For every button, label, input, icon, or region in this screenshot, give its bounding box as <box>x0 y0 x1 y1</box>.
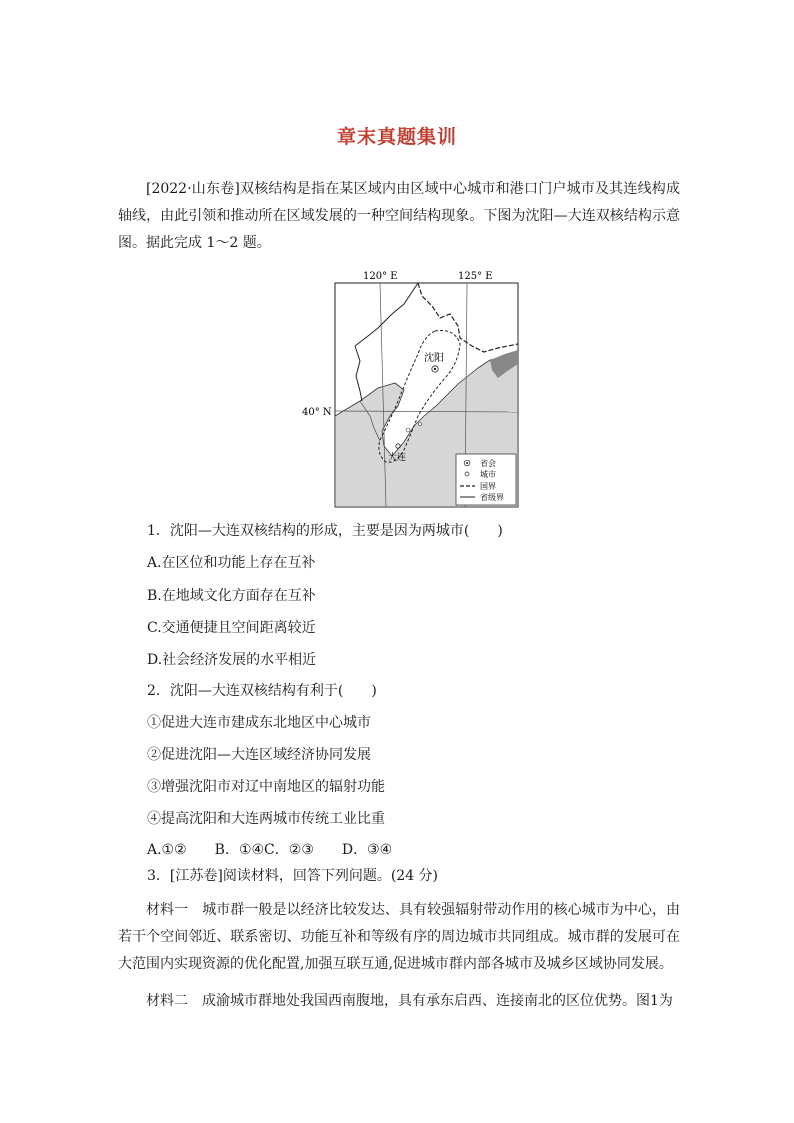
question-2-item-2: ②促进沈阳—大连区域经济协同发展 <box>147 747 371 763</box>
island <box>406 428 410 432</box>
legend-city-label: 城市 <box>480 470 496 479</box>
shenyang-symbol-dot <box>434 368 436 370</box>
lon-label-120: 120° E <box>363 271 398 282</box>
question-2-stem: 2．沈阳—大连双核结构有利于( ) <box>147 683 377 699</box>
lon-label-125: 125° E <box>458 271 493 282</box>
island <box>419 423 422 426</box>
question-1-option-c: C.交通便捷且空间距离较近 <box>147 620 316 636</box>
legend-capital-icon-dot <box>466 462 468 464</box>
legend-national-border-label: 国界 <box>480 482 496 491</box>
lat-label-40: 40° N <box>302 407 332 418</box>
shenyang-dalian-map <box>300 266 525 511</box>
question-3-stem: 3．[江苏卷]阅读材料，回答下列问题。(24 分) <box>147 868 439 884</box>
legend-capital-label: 省会 <box>480 459 496 468</box>
material-1: 材料一 城市群一般是以经济比较发达、具有较强辐射带动作用的核心城市为中心，由若干个空间邻近、联系密切、功能互补和等级有序的周边城市共同组成。城市群的发展可在大范围内实现资源的优化配置,加强互联互通,促进城市群内部各城市及城乡区域协同发展。 <box>118 902 680 972</box>
dalian-label: 大连 <box>388 453 407 463</box>
question-1-stem: 1．沈阳—大连双核结构的形成，主要是因为两城市( ) <box>147 523 503 539</box>
page-title: 章末真题集训 <box>336 126 457 148</box>
question-2-item-3: ③增强沈阳市对辽中南地区的辐射功能 <box>147 779 385 795</box>
question-1-option-a: A.在区位和功能上存在互补 <box>147 555 316 571</box>
question-1-option-d: D.社会经济发展的水平相近 <box>147 652 317 668</box>
question-2-item-4: ④提高沈阳和大连两城市传统工业比重 <box>147 811 385 827</box>
question-2-item-1: ①促进大连市建成东北地区中心城市 <box>147 715 371 731</box>
material-2: 材料二 成渝城市群地处我国西南腹地，具有承东启西、连接南北的区位优势。图1为 <box>146 993 673 1009</box>
shenyang-label: 沈阳 <box>424 353 444 364</box>
question-1-option-b: B.在地域文化方面存在互补 <box>147 588 316 604</box>
question-2-answers: A.①② B．①④C．②③ D．③④ <box>147 842 393 858</box>
intro-paragraph: [2022·山东卷]双核结构是指在某区域内由区域中心城市和港口门户城市及其连线构成轴线，由此引领和推动所在区域发展的一种空间结构现象。下图为沈阳—大连双核结构示意图。据此完成 1～2 题。 <box>118 181 680 251</box>
legend-provincial-border-label: 省级界 <box>480 493 504 502</box>
